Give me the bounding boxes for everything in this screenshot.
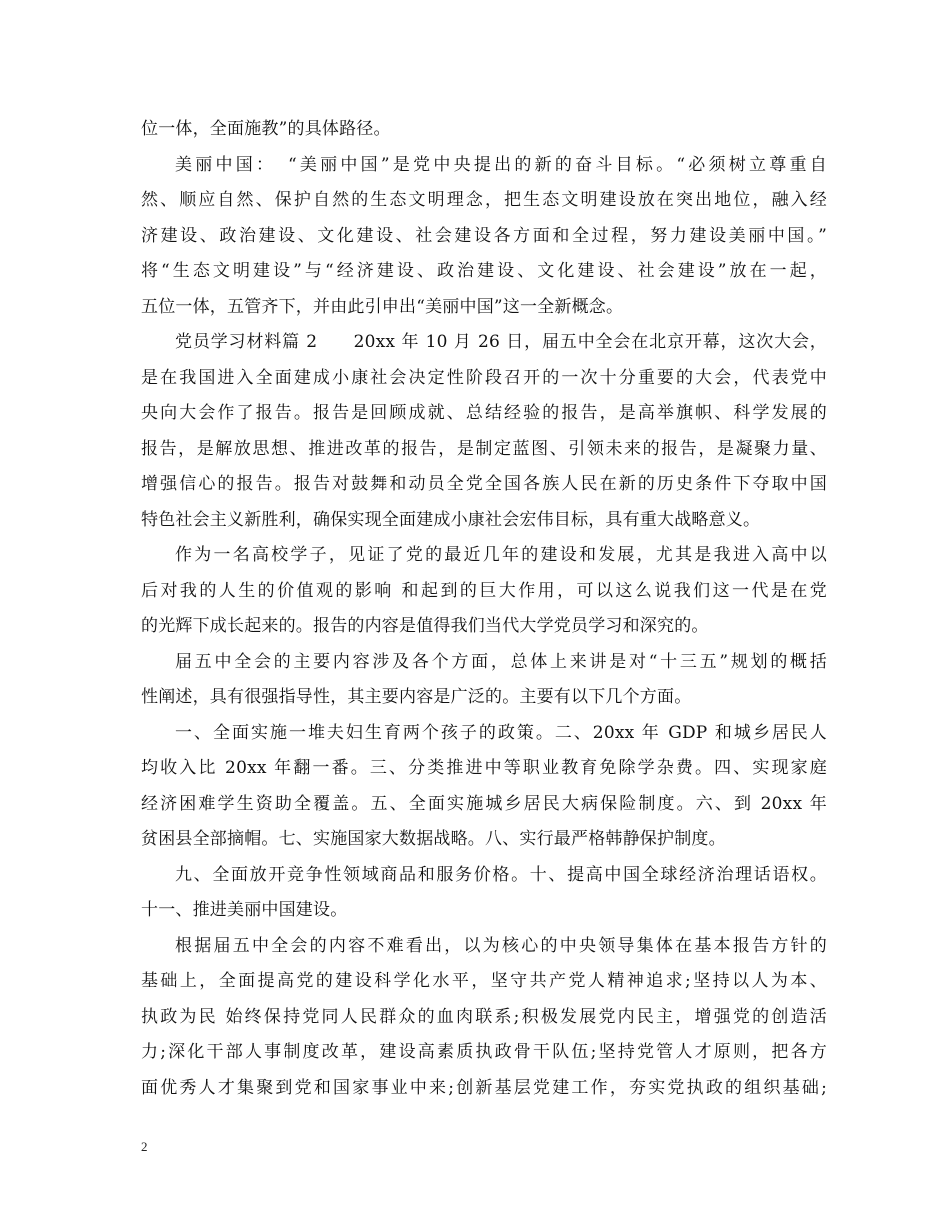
text-line: 十一、推进美丽中国建设。 [141, 900, 348, 920]
text-line: 特色社会主义新胜利，确保实现全面建成小康社会宏伟目标，具有重大战略意义。 [141, 509, 761, 530]
text-line: 增强信心的报告。报告对鼓舞和动员全党全国各族人民在新的历史条件下夺取中国 [141, 474, 827, 494]
document-body [141, 112, 827, 1106]
text-line: 将“生态文明建设”与“经济建设、政治建设、文化建设、社会建设”放在一起， [141, 261, 827, 281]
text-line: 央向大会作了报告。报告是回顾成就、总结经验的报告，是高举旗帜、科学发展的 [141, 403, 827, 423]
text-line: 经济困难学生资助全覆盖。五、全面实施城乡居民大病保险制度。六、到 20xx 年 [141, 793, 827, 814]
text-line: 届五中全会的主要内容涉及各个方面，总体上来讲是对“十三五”规划的概括 [175, 651, 827, 672]
text-line: 九、全面放开竞争性领域商品和服务价格。十、提高中国全球经济治理话语权。 [175, 864, 827, 885]
text-line: 根据届五中全会的内容不难看出，以为核心的中央领导集体在基本报告方针的 [175, 935, 827, 956]
text-line: 均收入比 20xx 年翻一番。三、分类推进中等职业教育免除学杂费。四、实现家庭 [141, 758, 827, 778]
page-number: 2 [141, 1139, 148, 1154]
text-line: 基础上，全面提高党的建设科学化水平，坚守共产党人精神追求;坚持以人为本、 [141, 971, 827, 991]
text-line: 后对我的人生的价值观的影响 和起到的巨大作用，可以这么说我们这一代是在党 [141, 580, 827, 601]
text-line: 五位一体，五管齐下，并由此引申出“美丽中国”这一全新概念。 [141, 296, 624, 317]
text-line: 报告，是解放思想、推进改革的报告，是制定蓝图、引领未来的报告，是凝聚力量、 [141, 438, 827, 459]
text-line: 然、顺应自然、保护自然的生态文明理念，把生态文明建设放在突出地位，融入经 [141, 190, 827, 210]
text-line: 的光辉下成长起来的。报告的内容是值得我们当代大学党员学习和深究的。 [141, 616, 709, 636]
text-line: 党员学习材料篇 2 20xx 年 10 月 26 日，届五中全会在北京开幕，这次大会， [175, 332, 827, 352]
text-line: 执政为民 始终保持党同人民群众的血肉联系;积极发展党内民主，增强党的创造活 [141, 1006, 827, 1027]
text-line: 美丽中国： “美丽中国”是党中央提出的新的奋斗目标。“必须树立尊重自 [175, 154, 827, 175]
text-line: 位一体，全面施教”的具体路径。 [141, 119, 391, 139]
text-line: 贫困县全部摘帽。七、实施国家大数据战略。八、实行最严格韩静保护制度。 [141, 829, 726, 849]
text-line: 一、全面实施一堆夫妇生育两个孩子的政策。二、20xx 年 GDP 和城乡居民人 [175, 722, 827, 743]
text-line: 性阐述，具有很强指导性，其主要内容是广泛的。主要有以下几个方面。 [141, 687, 692, 707]
text-line: 济建设、政治建设、文化建设、社会建设各方面和全过程，努力建设美丽中国。” [141, 225, 827, 246]
text-line: 作为一名高校学子，见证了党的最近几年的建设和发展，尤其是我进入高中以 [175, 545, 827, 565]
text-line: 面优秀人才集聚到党和国家事业中来;创新基层党建工作，夯实党执政的组织基础; [141, 1077, 827, 1098]
text-line: 是在我国进入全面建成小康社会决定性阶段召开的一次十分重要的大会，代表党中 [141, 367, 827, 388]
text-line: 力;深化干部人事制度改革，建设高素质执政骨干队伍;坚持党管人才原则，把各方 [141, 1042, 827, 1062]
